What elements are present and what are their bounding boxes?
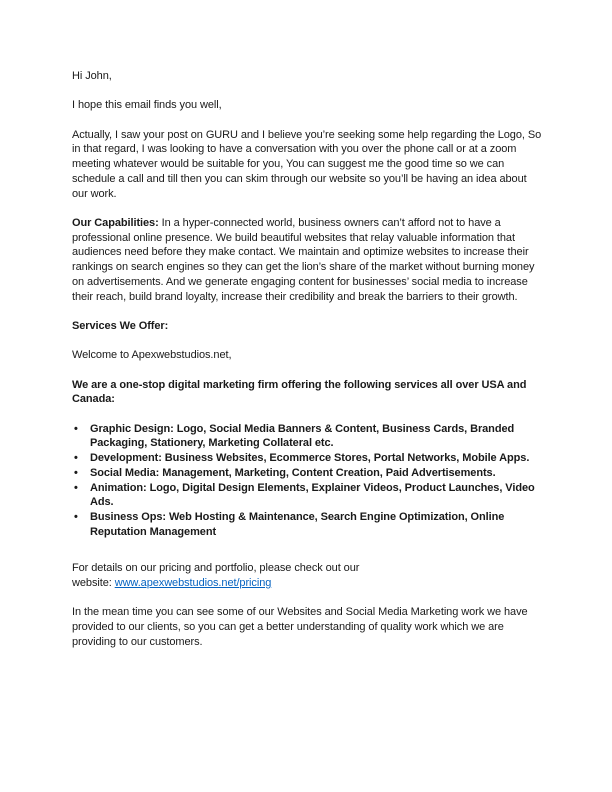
greeting: Hi John, (72, 70, 112, 82)
service-item-graphic-design: • Graphic Design: Logo, Social Media Banners & Content, Business Cards, Branded Packaging, Stationery, Marketing Collateral etc. (72, 422, 542, 451)
pricing-text-line1: For details on our pricing and portfolio, please check out our (72, 562, 360, 575)
service-item-development: • Development: Business Websites, Ecommerce Stores, Portal Networks, Mobile Apps. (72, 451, 542, 466)
services-heading: Services We Offer: (72, 319, 169, 332)
services-list (72, 422, 542, 540)
capabilities-text: In a hyper-connected world, business owners can’t afford not to have a professional online presence. We build beautiful websites that relay valuable information that audiences need before they make contact. We maintain and optimize websites to increase their rankings on search engines so they can get the lion’s share of the market without burning money on advertisements. And we generate engaging content for businesses’ social media to increase their reach, build brand loyalty, increase their credibility and break the barriers to their growth. (72, 216, 535, 303)
pricing-paragraph (72, 561, 542, 590)
service-item-animation: • Animation: Logo, Digital Design Elements, Explainer Videos, Product Launches, Video Ads. (72, 481, 542, 510)
capabilities-label: Our Capabilities: (72, 216, 159, 229)
pricing-text-line2-prefix: website: (72, 577, 115, 590)
service-item-business-ops: • Business Ops: Web Hosting & Maintenance, Search Engine Optimization, Online Reputation Management (72, 510, 542, 539)
service-item-social-media: • Social Media: Management, Marketing, Content Creation, Paid Advertisements. (72, 466, 542, 481)
opening-line: I hope this email finds you well, (72, 99, 222, 112)
capabilities-paragraph (72, 216, 542, 304)
closing-paragraph: In the mean time you can see some of our Websites and Social Media Marketing work we have provided to our clients, so you can get a better understanding of quality work which we are providing to our customers. (72, 606, 528, 648)
welcome-line: Welcome to Apexwebstudios.net, (72, 349, 232, 362)
pricing-link[interactable]: www.apexwebstudios.net/pricing (114, 577, 272, 590)
services-intro: We are a one-stop digital marketing firm offering the following services all over USA and Canada: (72, 378, 527, 406)
intro-paragraph: Actually, I saw your post on GURU and I believe you’re seeking some help regarding the Logo, So in that regard, I was looking to have a conversation with you over the phone call or at a zoom meeting whatever would be suitable for you, You can suggest me the good time so we can schedule a call and till then you can skim through our website so you’ll be having an idea about our work. (72, 128, 542, 200)
